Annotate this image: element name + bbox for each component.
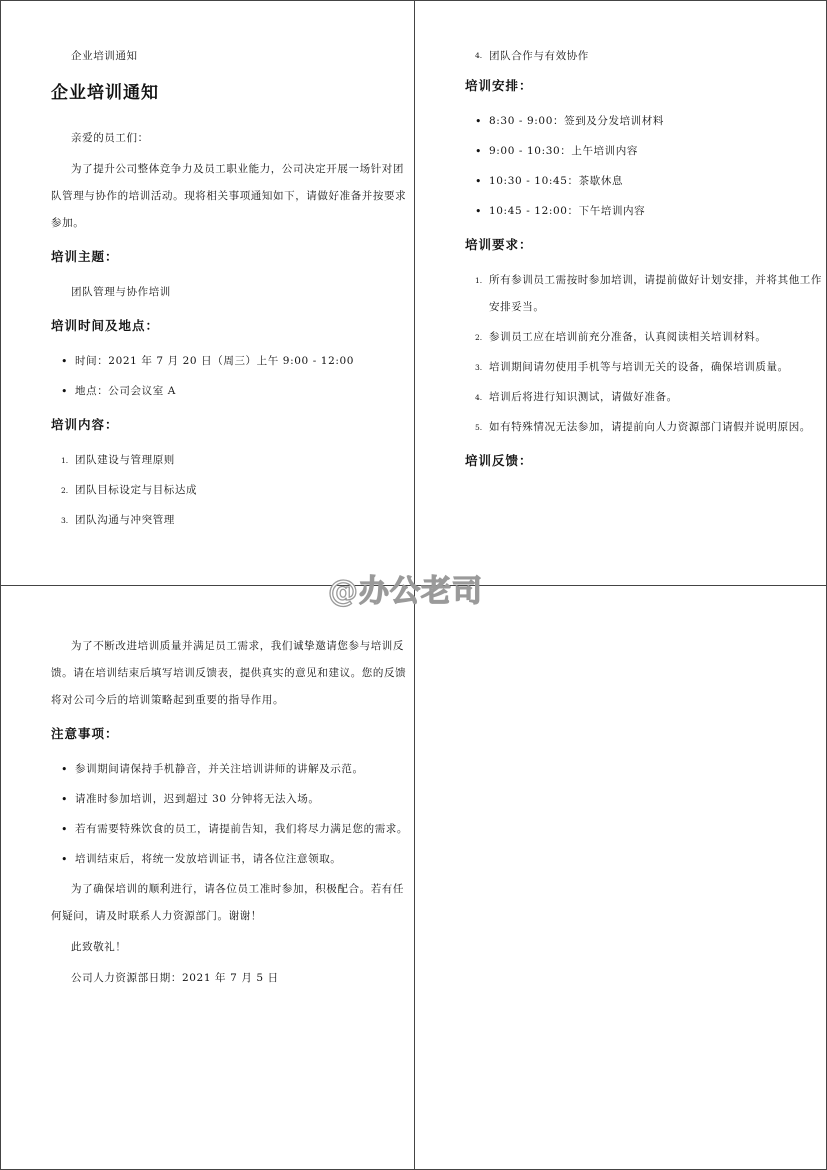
requirements-list: [465, 267, 825, 441]
list-text: 培训后将进行知识测试，请做好准备。: [489, 391, 678, 403]
list-text: 参训员工应在培训前充分准备，认真阅读相关培训材料。: [489, 331, 767, 343]
list-item: • 时间：2021 年 7 月 20 日（周三）上午 9:00 - 12:00: [51, 348, 411, 375]
list-number: 1.: [475, 276, 483, 285]
document-header: 企业培训通知: [71, 50, 138, 62]
list-number: 2.: [475, 333, 483, 342]
notes-heading: 注意事项：: [51, 726, 119, 741]
time-location-list: [51, 348, 411, 405]
notes-list: [51, 756, 411, 873]
list-number: 3.: [61, 516, 69, 525]
list-number: 3.: [475, 363, 483, 372]
list-item: [465, 48, 825, 64]
page-2: [465, 48, 825, 483]
content-list-continued: [465, 48, 825, 64]
list-text: 所有参训员工需按时参加培训，请提前做好计划安排，并将其他工作安排妥当。: [489, 274, 822, 313]
list-text: 团队建设与管理原则: [75, 454, 175, 466]
list-number: 4.: [475, 393, 483, 402]
list-item: • 地点：公司会议室 A: [51, 378, 411, 405]
list-text: 培训期间请勿使用手机等与培训无关的设备，确保培训质量。: [489, 361, 789, 373]
list-text: 团队沟通与冲突管理: [75, 514, 175, 526]
list-item: • 若有需要特殊饮食的员工，请提前告知，我们将尽力满足您的需求。: [51, 816, 411, 843]
requirements-heading: 培训要求：: [465, 237, 533, 252]
list-number: 4.: [475, 51, 483, 60]
closing-paragraph: 为了确保培训的顺利进行，请各位员工准时参加，积极配合。若有任何疑问，请及时联系人力资源部门。谢谢！: [51, 883, 404, 922]
feedback-paragraph: 为了不断改进培训质量并满足员工需求，我们诚挚邀请您参与培训反馈。请在培训结束后填写培训反馈表，提供真实的意见和建议。您的反馈将对公司今后的培训策略起到重要的指导作用。: [51, 640, 407, 706]
list-item: • 10:45 - 12:00：下午培训内容: [465, 198, 825, 225]
theme-heading: 培训主题：: [51, 249, 119, 264]
list-text: 团队合作与有效协作: [489, 50, 589, 62]
schedule-heading: 培训安排：: [465, 78, 533, 93]
content-heading: 培训内容：: [51, 417, 119, 432]
time-location-heading: 培训时间及地点：: [51, 318, 160, 333]
list-item: • 培训结束后，将统一发放培训证书，请各位注意领取。: [51, 846, 411, 873]
watermark: @办公老司: [328, 574, 483, 609]
salute: 此致敬礼！: [71, 941, 127, 953]
list-item: • 参训期间请保持手机静音，并关注培训讲师的讲解及示范。: [51, 756, 411, 783]
signature: 公司人力资源部日期：2021 年 7 月 5 日: [71, 972, 279, 984]
document-title: 企业培训通知: [51, 83, 159, 103]
list-text: 团队目标设定与目标达成: [75, 484, 198, 496]
list-number: 1.: [61, 456, 69, 465]
list-item: [51, 447, 411, 474]
list-item: [51, 477, 411, 504]
page-3: [51, 633, 411, 996]
list-text: 如有特殊情况无法参加，请提前向人力资源部门请假并说明原因。: [489, 421, 811, 433]
list-item: [51, 507, 411, 534]
page-1: [51, 48, 411, 537]
list-item: [465, 267, 825, 321]
list-item: • 10:30 - 10:45：茶歇休息: [465, 168, 825, 195]
theme-text: 团队管理与协作培训: [71, 286, 171, 298]
list-item: [465, 384, 825, 411]
list-item: • 请准时参加培训，迟到超过 30 分钟将无法入场。: [51, 786, 411, 813]
list-number: 5.: [475, 423, 483, 432]
list-number: 2.: [61, 486, 69, 495]
feedback-heading: 培训反馈：: [465, 453, 533, 468]
greeting: 亲爱的员工们：: [71, 132, 149, 144]
list-item: • 9:00 - 10:30：上午培训内容: [465, 138, 825, 165]
schedule-list: [465, 108, 825, 225]
list-item: [465, 354, 825, 381]
intro-paragraph: 为了提升公司整体竞争力及员工职业能力，公司决定开展一场针对团队管理与协作的培训活动。现将相关事项通知如下，请做好准备并按要求参加。: [51, 163, 407, 229]
list-item: [465, 414, 825, 441]
content-list: [51, 447, 411, 534]
list-item: • 8:30 - 9:00：签到及分发培训材料: [465, 108, 825, 135]
list-item: [465, 324, 825, 351]
